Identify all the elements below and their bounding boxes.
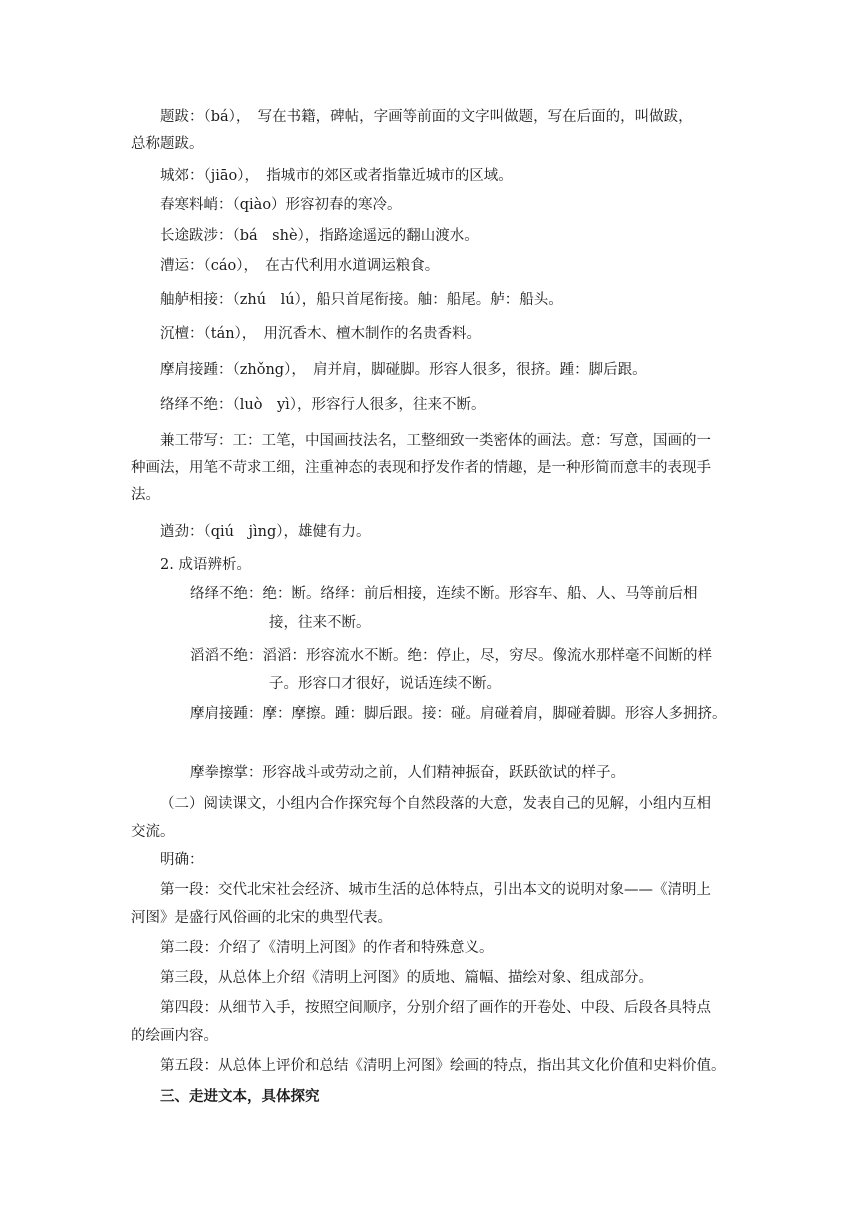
reading-task-line1: （二）阅读课文，小组内合作探究每个自然段落的大意，发表自己的见解，小组内互相 — [160, 796, 711, 812]
paragraph5: 第五段：从总体上评价和总结《清明上河图》绘画的特点，指出其文化价值和史料价值。 — [160, 1058, 726, 1074]
vocab-jiangong-line3: 法。 — [131, 487, 160, 503]
vocab-tiba-line2: 总称题跋。 — [131, 136, 204, 152]
vocab-jiangong-line2: 种画法，用笔不苛求工细，注重神态的表现和抒发作者的情趣，是一种形简而意丰的表现手 — [131, 460, 711, 476]
vocab-jiangong-line1: 兼工带写：工：工笔，中国画技法名，工整细致一类密体的画法。意：写意，国画的一 — [160, 433, 711, 449]
vocab-caoyun: 漕运：（cáo）， 在古代利用水道调运粮食。 — [160, 258, 440, 274]
paragraph1-line2: 河图》是盛行风俗画的北宋的典型代表。 — [131, 910, 392, 926]
vocab-qiujin: 遒劲：（qiú jìng），雄健有力。 — [160, 524, 371, 540]
idiom-moquan: 摩拳擦掌：形容战斗或劳动之前，人们精神振奋，跃跃欲试的样子。 — [190, 765, 625, 781]
vocab-zhulu: 舳舻相接：（zhú lú），船只首尾衔接。舳：船尾。舻：船头。 — [160, 292, 563, 308]
vocab-chentan: 沉檀：（tán）， 用沉香木、檀木制作的名贵香料。 — [160, 326, 482, 342]
vocab-luoyi: 络绎不绝：（luò yì），形容行人很多，往来不断。 — [160, 397, 486, 413]
idioms-heading: 2. 成语辨析。 — [160, 557, 251, 573]
idiom-taotao-line2: 子。形容口才很好，说话连续不断。 — [269, 676, 501, 692]
idiom-taotao-line1: 滔滔不绝：滔滔：形容流水不断。绝：停止，尽，穷尽。像流水那样毫不间断的样 — [190, 648, 712, 664]
section-heading: 三、走进文本，具体探究 — [160, 1088, 320, 1105]
vocab-tiba-line1: 题跋：（bá）， 写在书籍，碑帖，字画等前面的文字叫做题，写在后面的，叫做跋， — [160, 109, 693, 125]
paragraph3: 第三段，从总体上介绍《清明上河图》的质地、篇幅、描绘对象、组成部分。 — [160, 970, 653, 986]
answer-label: 明确： — [160, 852, 204, 868]
paragraph4-line1: 第四段：从细节入手，按照空间顺序，分别介绍了画作的开卷处、中段、后段各具特点 — [160, 1000, 711, 1016]
idiom-luoyi-line1: 络绎不绝：绝：断。络绎：前后相接，连续不断。形容车、船、人、马等前后相 — [190, 586, 698, 602]
paragraph1-line1: 第一段：交代北宋社会经济、城市生活的总体特点，引出本文的说明对象——《清明上 — [160, 882, 711, 898]
reading-task-line2: 交流。 — [131, 824, 175, 840]
vocab-chengjiao: 城郊：（jiāo）， 指城市的郊区或者指靠近城市的区域。 — [160, 168, 513, 184]
vocab-chunhan: 春寒料峭：（qiào）形容初春的寒冷。 — [160, 197, 402, 213]
idiom-mojian: 摩肩接踵：摩：摩擦。踵：脚后跟。接：碰。肩碰着肩，脚碰着脚。形容人多拥挤。 — [190, 706, 727, 722]
vocab-changtu: 长途跋涉：（bá shè），指路途遥远的翻山渡水。 — [160, 228, 479, 244]
paragraph2: 第二段：介绍了《清明上河图》的作者和特殊意义。 — [160, 940, 494, 956]
paragraph4-line2: 的绘画内容。 — [131, 1028, 218, 1044]
vocab-mojian: 摩肩接踵：（zhǒng）， 肩并肩，脚碰脚。形容人很多，很挤。踵：脚后跟。 — [160, 362, 647, 378]
idiom-luoyi-line2: 接，往来不断。 — [269, 615, 371, 631]
